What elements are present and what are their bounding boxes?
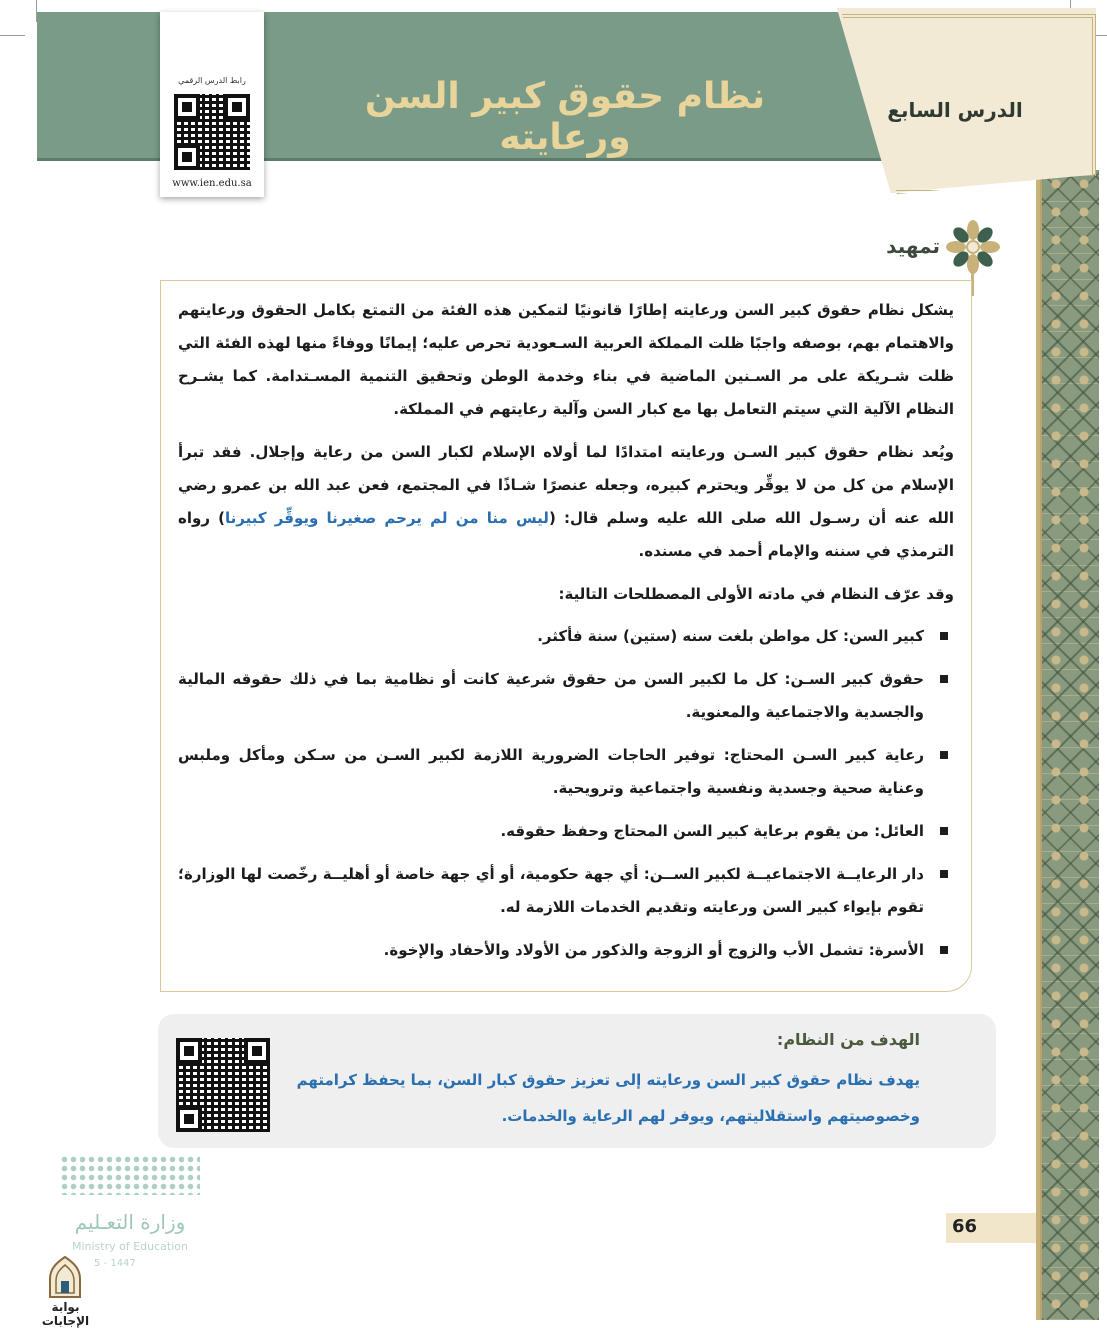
qr-code-icon[interactable]	[176, 1038, 270, 1132]
ministry-name-english: Ministry of Education	[71, 1240, 188, 1253]
bullet-square-icon	[940, 870, 948, 878]
term-text: دار الرعايــة الاجتماعيــة لكبير الســن: أي جهة حكومية، أو أي جهة خاصة أو أهليــة رخّصت لها الوزارة؛ تقوم بإيواء كبير السن ورعايته وتقديم الخدمات اللازمة له.	[178, 865, 924, 916]
list-item	[178, 815, 954, 848]
bullet-square-icon	[940, 675, 948, 683]
ministry-year: 5 - 1447	[94, 1258, 136, 1269]
bullet-square-icon	[940, 751, 948, 759]
crop-mark	[0, 35, 25, 36]
site-logo-icon	[44, 1255, 86, 1299]
term-text: رعاية كبير السـن المحتاج: توفير الحاجات الضرورية اللازمة لكبير السـن من سـكن ومأكل وملبس وعناية صحية وجسدية ونفسية واجتماعية وترويحية.	[178, 746, 924, 797]
intro-paragraph-3: وقد عرّف النظام في مادته الأولى المصطلحات التالية:	[558, 585, 954, 603]
intro-paragraph-1: يشكل نظام حقوق كبير السن ورعايته إطارًا قانونيًا لتمكين هذه الفئة من التمتع بكامل الحقوق ورعايتهم والاهتمام بهم، بوصفه واجبًا ظلت المملكة العربية السـعودية تحرص عليه؛ إيمانًا ووفاءً منها لهذه الفئة التي ظلت شـريكة على مر السـنين الماضية في بناء وخدمة الوطن وتحقيق التنمية المسـتدامة. كما يشـرح النظام الآلية التي سيتم التعامل بها مع كبار السن وآلية رعايتهم في المملكة.	[178, 301, 954, 418]
term-text: حقوق كبير السـن: كل ما لكبير السن من حقوق شرعية كانت أو نظامية بما في ذلك حقوقه المالية والجسدية والاجتماعية والمعنوية.	[178, 670, 924, 721]
qr-caption: رابط الدرس الرقمي	[178, 76, 246, 85]
page-number: 66	[952, 1216, 978, 1237]
list-item	[178, 934, 954, 967]
list-item	[178, 739, 954, 805]
paragraph-2-text-end: ) رواه الترمذي في سننه والإمام أحمد في مسنده.	[178, 509, 954, 560]
goal-text: يهدف نظام حقوق كبير السن ورعايته إلى تعزيز حقوق كبار السن، بما يحفظ كرامتهم وخصوصيتهم واستقلاليتهم، ويوفر لهم الرعاية والخدمات.	[296, 1071, 920, 1125]
lesson-number-label: الدرس السابع	[887, 98, 1023, 122]
list-item	[178, 858, 954, 924]
terms-list	[178, 620, 954, 977]
list-item	[178, 620, 954, 653]
goal-title: الهدف من النظام:	[776, 1030, 920, 1049]
term-text: الأسرة: تشمل الأب والزوج أو الزوجة والذكور من الأولاد والأحفاد والإخوة.	[383, 941, 924, 959]
intro-paragraph-2	[178, 436, 954, 568]
site-name: بوابة الإجابات	[41, 1300, 90, 1328]
intro-heading: تمهيد	[886, 234, 940, 258]
bullet-square-icon	[940, 946, 948, 954]
digital-lesson-qr-card[interactable]	[160, 12, 264, 197]
ministry-name-arabic: وزارة التعـليم	[74, 1210, 186, 1234]
hadith-quote: ليس منا من لم يرحم صغيرنا ويوقِّر كبيرنا	[225, 509, 549, 527]
bullet-square-icon	[940, 632, 948, 640]
qr-url: www.ien.edu.sa	[172, 178, 252, 189]
term-text: العائل: من يقوم برعاية كبير السن المحتاج وحفظ حقوقه.	[500, 822, 924, 840]
flower-ornament-icon	[946, 220, 1000, 274]
paragraph-2-text: ويُعد نظام حقوق كبير السـن ورعايته امتدادًا لما أولاه الإسلام لكبار السن من رعاية وإجلال. فقد تبرأ الإسلام من كل من لا يوقِّر ويحترم كبيره، وجعله عنصرًا شـاذًا في المجتمع، فعن عبد الله بن عمرو رضي الله عنه أن رسـول الله صلى الله عليه وسلم قال: (	[178, 443, 954, 527]
list-item	[178, 663, 954, 729]
bullet-square-icon	[940, 827, 948, 835]
decorative-pattern-strip	[1040, 170, 1099, 1320]
ministry-logo-icon	[60, 1155, 200, 1195]
term-text: كبير السن: كل مواطن بلغت سنه (ستين) سنة فأكثر.	[537, 627, 924, 645]
lesson-title: نظام حقوق كبير السن ورعايته	[364, 76, 766, 158]
qr-code-icon[interactable]	[174, 94, 250, 170]
